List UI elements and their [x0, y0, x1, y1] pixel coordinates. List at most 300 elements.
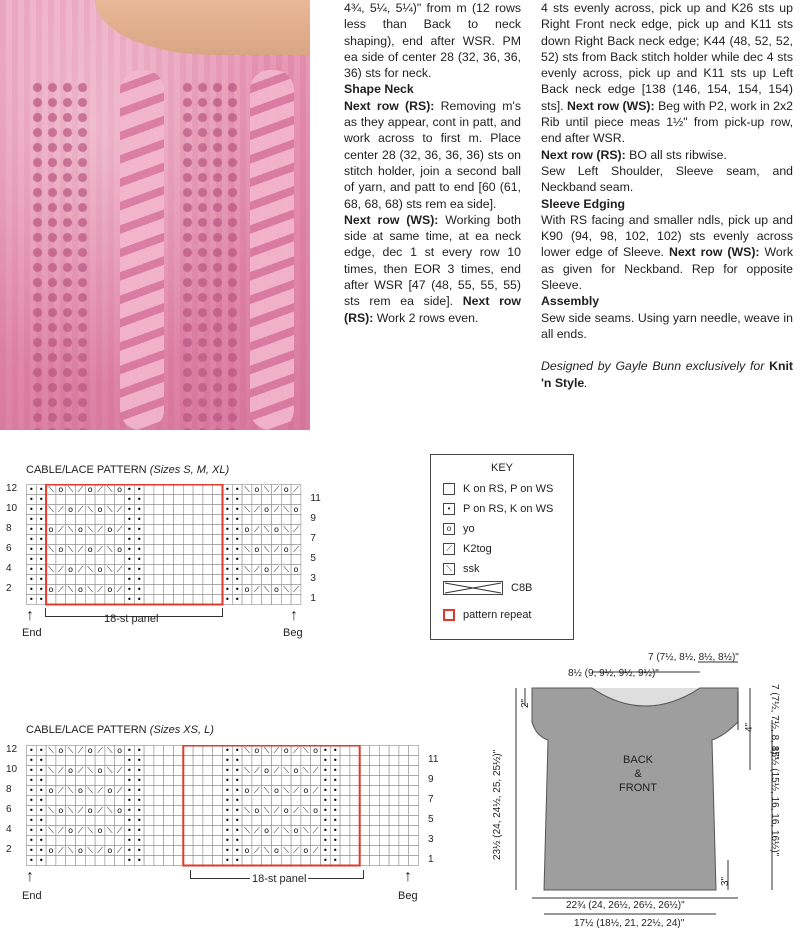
grid-cell: [370, 796, 380, 806]
stitch-symbol: ⟋: [116, 786, 123, 795]
row-number: 8: [6, 784, 12, 795]
stitch-symbol: ⟍: [48, 806, 54, 815]
stitch-symbol: •: [136, 515, 142, 524]
stitch-symbol: ⟋: [116, 565, 123, 574]
key-label: K on RS, P on WS: [463, 483, 554, 495]
grid-cell: [389, 756, 399, 766]
grid-cell: [281, 816, 291, 826]
stitch-symbol: ⟍: [67, 545, 74, 554]
grid-cell: [213, 505, 223, 515]
grid-cell: [66, 776, 76, 786]
stitch-symbol: •: [38, 826, 44, 835]
grid-cell: [360, 766, 370, 776]
stitch-symbol: •: [29, 766, 34, 775]
stitch-symbol: o: [97, 565, 103, 574]
grid-cell: [252, 856, 262, 866]
stitch-symbol: •: [234, 535, 240, 544]
grid-cell: [56, 776, 66, 786]
stitch-symbol: •: [29, 746, 34, 755]
grid-cell: [409, 776, 419, 786]
stitch-symbol: ⟋: [293, 485, 299, 494]
row-number: 11: [310, 493, 321, 504]
grid-cell: [399, 816, 409, 826]
row-number: 10: [6, 764, 18, 775]
grid-cell: [144, 585, 154, 595]
grid-cell: [203, 515, 213, 525]
row-lead: Next row (WS):: [668, 245, 760, 260]
grid-cell: [76, 515, 86, 525]
stitch-symbol: ⟍: [244, 565, 250, 574]
grid-cell: [379, 756, 389, 766]
grid-cell: [174, 816, 184, 826]
grid-cell: [193, 495, 203, 505]
grid-cell: [203, 555, 213, 565]
stitch-symbol: •: [332, 806, 338, 815]
grid-cell: [262, 575, 272, 585]
stitch-symbol: ⟋: [253, 826, 260, 835]
grid-cell: [409, 826, 419, 836]
grid-cell: [85, 515, 95, 525]
stitch-symbol: ⟍: [67, 806, 74, 815]
stitch-symbol: ⟍: [67, 746, 74, 755]
grid-cell: [56, 515, 66, 525]
stitch-symbol: •: [127, 836, 132, 845]
grid-cell: [174, 515, 184, 525]
grid-cell: [213, 485, 223, 495]
grid-cell: [262, 776, 272, 786]
stitch-symbol: •: [38, 776, 44, 785]
grid-cell: [242, 776, 252, 786]
grid-cell: [46, 776, 56, 786]
stitch-symbol: •: [332, 856, 338, 865]
chart1-beg-label: Beg: [283, 627, 303, 639]
piece-label-front: FRONT: [619, 782, 657, 794]
stitch-symbol: o: [244, 786, 250, 795]
grid-cell: [213, 766, 223, 776]
row-number: 1: [428, 854, 434, 865]
neck-width-label: 8½ (9, 9½, 9½, 9½)": [568, 668, 659, 679]
stitch-symbol: •: [136, 816, 142, 825]
grid-cell: [409, 746, 419, 756]
stitch-symbol: o: [254, 485, 260, 494]
stitch-symbol: ⟋: [312, 826, 319, 835]
row-number: 9: [310, 513, 316, 524]
stitch-symbol: ⟍: [283, 565, 290, 574]
grid-cell: [154, 565, 164, 575]
grid-cell: [409, 786, 419, 796]
stitch-symbol: ⟍: [87, 565, 94, 574]
grid-cell: [370, 806, 380, 816]
stitch-symbol: •: [323, 846, 328, 855]
grid-cell: [203, 846, 213, 856]
grid-cell: [154, 806, 164, 816]
ssk-slash-icon: [443, 563, 455, 575]
grid-cell: [311, 756, 321, 766]
grid-cell: [213, 776, 223, 786]
row-number: 1: [310, 593, 316, 604]
stitch-symbol: •: [127, 766, 132, 775]
grid-cell: [56, 595, 66, 605]
grid-cell: [46, 595, 56, 605]
grid-cell: [105, 575, 115, 585]
stitch-symbol: ⟋: [253, 525, 260, 534]
grid-cell: [301, 796, 311, 806]
grid-cell: [154, 756, 164, 766]
stitch-symbol: •: [38, 515, 44, 524]
grid-cell: [203, 505, 213, 515]
row-number: 3: [428, 834, 434, 845]
grid-cell: [340, 846, 350, 856]
chart-key: [430, 454, 574, 640]
grid-cell: [66, 856, 76, 866]
grid-cell: [360, 786, 370, 796]
key-item-purl: [443, 503, 553, 515]
grid-cell: [193, 826, 203, 836]
grid-cell: [340, 756, 350, 766]
stitch-symbol: ⟍: [283, 525, 290, 534]
row-number: 4: [6, 563, 12, 574]
grid-cell: [154, 585, 164, 595]
grid-cell: [193, 555, 203, 565]
stitch-symbol: •: [127, 746, 132, 755]
stitch-symbol: o: [254, 545, 260, 554]
grid-cell: [350, 846, 360, 856]
grid-cell: [164, 505, 174, 515]
grid-cell: [183, 806, 193, 816]
stitch-symbol: •: [234, 545, 240, 554]
row-number: 5: [428, 814, 434, 825]
grid-cell: [164, 595, 174, 605]
chart2-title-main: CABLE/LACE PATTERN: [26, 724, 150, 736]
stitch-symbol: •: [38, 535, 44, 544]
grid-cell: [76, 816, 86, 826]
credit-brand: Knit 'n Style: [541, 359, 793, 390]
stitch-symbol: •: [332, 756, 338, 765]
grid-cell: [203, 535, 213, 545]
grid-cell: [399, 856, 409, 866]
bust-width-label: 22¾ (24, 26½, 26½, 26½)": [566, 900, 685, 911]
stitch-symbol: •: [225, 545, 230, 554]
grid-cell: [360, 856, 370, 866]
grid-cell: [174, 846, 184, 856]
stitch-symbol: •: [38, 565, 44, 574]
grid-cell: [183, 555, 193, 565]
grid-cell: [262, 535, 272, 545]
stitch-symbol: ⟍: [87, 846, 94, 855]
grid-cell: [76, 776, 86, 786]
grid-cell: [311, 856, 321, 866]
grid-cell: [183, 816, 193, 826]
grid-cell: [76, 575, 86, 585]
grid-cell: [154, 846, 164, 856]
grid-cell: [154, 856, 164, 866]
grid-cell: [46, 856, 56, 866]
stitch-symbol: ⟍: [87, 786, 94, 795]
stitch-symbol: •: [29, 826, 34, 835]
paragraph-sew: Sew Left Shoulder, Sleeve seam, and Neckband seam.: [541, 163, 793, 195]
paragraph-intro: 4¾, 5¼, 5¼)" from m (12 rows less than Back to neck shaping), end after WSR. PM ea side of center 28 (32, 36, 36, 36) sts for neck.: [344, 1, 521, 81]
stitch-symbol: o: [107, 525, 113, 534]
stitch-symbol: o: [48, 846, 54, 855]
grid-cell: [85, 856, 95, 866]
grid-cell: [360, 836, 370, 846]
stitch-symbol: •: [225, 786, 230, 795]
chart-grid-svg: [26, 484, 302, 606]
grid-cell: [203, 525, 213, 535]
stitch-symbol: •: [234, 595, 240, 604]
grid-cell: [115, 535, 125, 545]
grid-cell: [164, 495, 174, 505]
grid-cell: [76, 836, 86, 846]
grid-cell: [76, 555, 86, 565]
grid-cell: [76, 756, 86, 766]
grid-cell: [174, 746, 184, 756]
stitch-symbol: ⟍: [302, 826, 309, 835]
stitch-symbol: •: [225, 525, 230, 534]
stitch-symbol: •: [234, 826, 240, 835]
grid-cell: [360, 756, 370, 766]
grid-cell: [213, 826, 223, 836]
piece-label-amp: &: [634, 768, 642, 780]
stitch-symbol: o: [117, 746, 123, 755]
grid-cell: [409, 846, 419, 856]
paragraph-neckband: [541, 0, 793, 147]
stitch-symbol: •: [127, 856, 132, 865]
row-lead: Next row (WS):: [344, 212, 439, 227]
stitch-symbol: ⟍: [48, 766, 54, 775]
grid-cell: [272, 535, 282, 545]
stitch-symbol: ⟋: [116, 525, 123, 534]
grid-cell: [144, 776, 154, 786]
stitch-symbol: •: [136, 505, 142, 514]
grid-cell: [399, 806, 409, 816]
grid-cell: [164, 555, 174, 565]
grid-cell: [193, 485, 203, 495]
stitch-symbol: o: [264, 766, 270, 775]
stitch-symbol: ⟍: [48, 485, 54, 494]
grid-cell: [154, 485, 164, 495]
stitch-symbol: o: [293, 505, 299, 514]
stitch-symbol: •: [323, 776, 328, 785]
stitch-symbol: •: [127, 525, 132, 534]
grid-cell: [46, 796, 56, 806]
grid-cell: [183, 796, 193, 806]
stitch-symbol: •: [323, 786, 328, 795]
row-lead: Next row (RS):: [344, 98, 435, 113]
grid-cell: [154, 746, 164, 756]
stitch-symbol: ⟋: [273, 806, 280, 815]
dot-square-icon: [443, 503, 455, 515]
stitch-symbol: •: [38, 555, 44, 564]
key-title: KEY: [490, 462, 513, 474]
stitch-symbol: •: [234, 525, 240, 534]
stitch-symbol: •: [234, 565, 240, 574]
paragraph-bind-off: [541, 147, 793, 163]
grid-cell: [203, 545, 213, 555]
stitch-symbol: •: [127, 806, 132, 815]
grid-cell: [164, 525, 174, 535]
grid-cell: [340, 746, 350, 756]
stitch-symbol: •: [29, 595, 34, 604]
grid-cell: [154, 836, 164, 846]
stitch-symbol: •: [127, 485, 132, 494]
stitch-symbol: o: [107, 786, 113, 795]
grid-cell: [340, 856, 350, 866]
grid-cell: [252, 836, 262, 846]
grid-cell: [203, 786, 213, 796]
stitch-symbol: ⟋: [57, 565, 64, 574]
grid-cell: [46, 535, 56, 545]
grid-cell: [213, 806, 223, 816]
grid-cell: [144, 816, 154, 826]
grid-cell: [164, 836, 174, 846]
paragraph-sleeve: [541, 212, 793, 293]
stitch-symbol: •: [332, 766, 338, 775]
stitch-symbol: •: [136, 595, 142, 604]
stitch-symbol: ⟍: [263, 846, 270, 855]
stitch-symbol: o: [77, 786, 83, 795]
grid-cell: [183, 515, 193, 525]
stitch-symbol: ⟍: [106, 565, 113, 574]
row-text: Work as given for Neckband. Rep for opposite Sleeve.: [541, 245, 793, 293]
stitch-symbol: •: [38, 746, 44, 755]
grid-cell: [213, 515, 223, 525]
chart1-panel-label: 18-st panel: [104, 613, 159, 625]
grid-cell: [399, 786, 409, 796]
stitch-symbol: ⟍: [106, 826, 113, 835]
stitch-symbol: •: [38, 756, 44, 765]
stitch-symbol: ⟍: [244, 485, 250, 494]
key-item-yo: [443, 523, 475, 535]
stitch-symbol: •: [234, 505, 240, 514]
grid-cell: [46, 495, 56, 505]
stitch-symbol: •: [225, 746, 230, 755]
stitch-symbol: o: [77, 846, 83, 855]
grid-cell: [164, 485, 174, 495]
row-number: 2: [6, 583, 12, 594]
stitch-symbol: •: [323, 816, 328, 825]
length-label: 23½ (24, 24½, 25, 25½)": [492, 749, 503, 860]
grid-cell: [389, 776, 399, 786]
stitch-symbol: •: [127, 826, 132, 835]
key-label: pattern repeat: [463, 609, 532, 621]
stitch-symbol: ⟍: [283, 826, 290, 835]
grid-cell: [66, 555, 76, 565]
stitch-symbol: •: [127, 545, 132, 554]
stitch-symbol: o: [68, 565, 74, 574]
grid-cell: [174, 585, 184, 595]
grid-cell: [174, 545, 184, 555]
stitch-symbol: •: [38, 525, 44, 534]
grid-cell: [66, 495, 76, 505]
grid-cell: [193, 746, 203, 756]
grid-cell: [291, 515, 301, 525]
stitch-symbol: ⟋: [57, 585, 64, 594]
grid-cell: [399, 756, 409, 766]
grid-cell: [389, 786, 399, 796]
stitch-symbol: o: [254, 806, 260, 815]
stitch-symbol: •: [225, 766, 230, 775]
stitch-symbol: •: [323, 756, 328, 765]
grid-cell: [144, 535, 154, 545]
stitch-symbol: ⟍: [244, 545, 250, 554]
stitch-symbol: ⟋: [77, 826, 84, 835]
grid-cell: [174, 555, 184, 565]
row-number: 5: [310, 553, 316, 564]
chart1-grid: [26, 484, 300, 604]
stitch-symbol: •: [38, 836, 44, 845]
stitch-symbol: o: [48, 585, 54, 594]
stitch-symbol: •: [127, 756, 132, 765]
grid-cell: [262, 816, 272, 826]
stitch-symbol: ⟋: [77, 545, 84, 554]
stitch-symbol: o: [58, 746, 64, 755]
grid-cell: [311, 796, 321, 806]
grid-cell: [76, 796, 86, 806]
grid-cell: [46, 816, 56, 826]
stitch-symbol: •: [29, 786, 34, 795]
grid-cell: [262, 515, 272, 525]
stitch-symbol: •: [136, 545, 142, 554]
stitch-symbol: •: [234, 495, 240, 504]
stitch-symbol: •: [136, 826, 142, 835]
stitch-symbol: •: [225, 826, 230, 835]
stitch-symbol: •: [127, 786, 132, 795]
stitch-symbol: o: [283, 545, 289, 554]
grid-cell: [66, 595, 76, 605]
chart1-title-sizes: (Sizes S, M, XL): [149, 464, 230, 476]
grid-cell: [85, 595, 95, 605]
grid-cell: [379, 776, 389, 786]
grid-cell: [262, 796, 272, 806]
stitch-symbol: o: [303, 786, 309, 795]
grid-cell: [174, 776, 184, 786]
grid-cell: [213, 816, 223, 826]
stitch-symbol: o: [87, 545, 93, 554]
stitch-symbol: •: [234, 856, 240, 865]
grid-cell: [144, 545, 154, 555]
stitch-symbol: ⟋: [273, 826, 280, 835]
grid-cell: [66, 796, 76, 806]
stitch-symbol: ⟍: [106, 505, 113, 514]
row-text: Working both side at same time, at ea neck edge, dec 1 st every row 10 times, then EOR 3 times, end after WSR [47 (48, 55, 55, 55) sts rem ea side].: [344, 212, 521, 309]
stitch-symbol: ⟍: [302, 746, 309, 755]
grid-cell: [164, 776, 174, 786]
grid-cell: [203, 856, 213, 866]
grid-cell: [174, 836, 184, 846]
grid-cell: [291, 816, 301, 826]
grid-cell: [183, 826, 193, 836]
shoulder-skin: [95, 0, 310, 55]
grid-cell: [311, 776, 321, 786]
stitch-symbol: ⟋: [97, 786, 103, 795]
stitch-symbol: o: [97, 826, 103, 835]
grid-cell: [115, 856, 125, 866]
grid-cell: [66, 816, 76, 826]
grid-cell: [154, 505, 164, 515]
k2tog-slash-icon: [443, 543, 455, 555]
grid-cell: [95, 495, 105, 505]
cable-stripe: [250, 70, 294, 430]
stitch-symbol: ⟋: [97, 846, 103, 855]
grid-cell: [144, 826, 154, 836]
neck-depth-label: 4": [744, 722, 755, 732]
stitch-symbol: o: [87, 746, 93, 755]
grid-cell: [272, 515, 282, 525]
row-number: 7: [428, 794, 434, 805]
grid-cell: [350, 786, 360, 796]
stitch-symbol: •: [225, 495, 230, 504]
